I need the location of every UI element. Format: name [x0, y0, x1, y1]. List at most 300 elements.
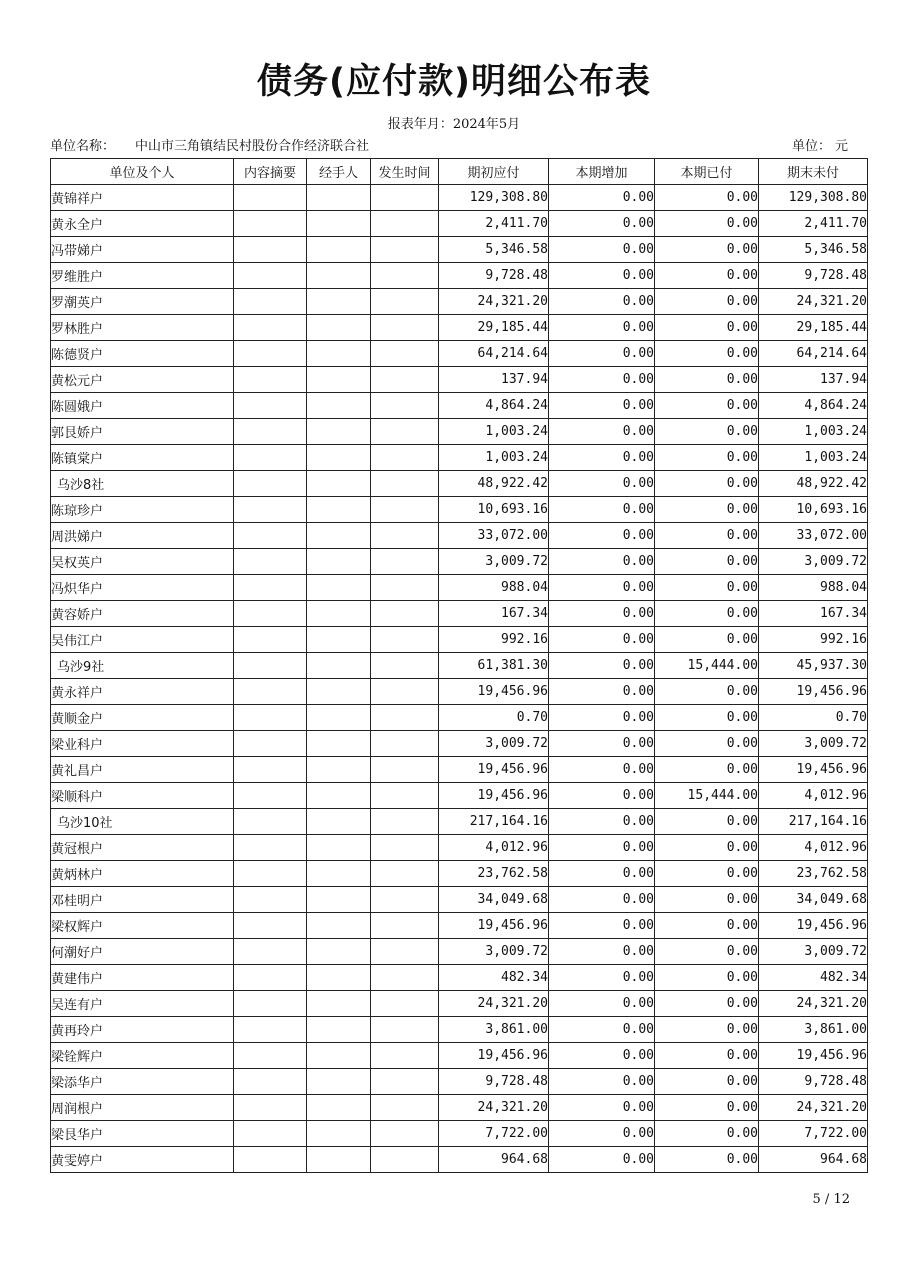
cell-handler: [307, 185, 371, 211]
cell-entity: 黄永祥户: [51, 679, 234, 705]
unit-name-label: 单位名称：: [50, 139, 116, 154]
cell-summary: [234, 185, 307, 211]
cell-summary: [234, 731, 307, 757]
cell-closing: 33,072.00: [759, 523, 868, 549]
cell-paid: 0.00: [655, 1069, 759, 1095]
cell-handler: [307, 1017, 371, 1043]
table-row: [51, 1121, 868, 1147]
cell-increase: 0.00: [549, 679, 655, 705]
cell-date: [371, 445, 439, 471]
table-row: [51, 601, 868, 627]
table-row: [51, 211, 868, 237]
table-row: [51, 887, 868, 913]
cell-increase: 0.00: [549, 1017, 655, 1043]
cell-entity: 梁顺科户: [51, 783, 234, 809]
cell-increase: 0.00: [549, 185, 655, 211]
table-row: [51, 289, 868, 315]
cell-entity: 周洪娣户: [51, 523, 234, 549]
cell-date: [371, 835, 439, 861]
cell-summary: [234, 211, 307, 237]
cell-increase: 0.00: [549, 393, 655, 419]
cell-increase: 0.00: [549, 939, 655, 965]
cell-handler: [307, 913, 371, 939]
table-row: [51, 679, 868, 705]
cell-summary: [234, 861, 307, 887]
cell-increase: 0.00: [549, 965, 655, 991]
cell-closing: 24,321.20: [759, 289, 868, 315]
page-title: 债务(应付款)明细公布表: [257, 62, 651, 102]
cell-paid: 0.00: [655, 185, 759, 211]
cell-opening: 3,009.72: [439, 939, 549, 965]
currency-unit: [792, 135, 848, 154]
cell-handler: [307, 237, 371, 263]
cell-date: [371, 1095, 439, 1121]
table-row: [51, 1095, 868, 1121]
table-row: [51, 1147, 868, 1173]
cell-closing: 29,185.44: [759, 315, 868, 341]
cell-handler: [307, 939, 371, 965]
cell-paid: 15,444.00: [655, 653, 759, 679]
cell-closing: 3,861.00: [759, 1017, 868, 1043]
cell-handler: [307, 523, 371, 549]
cell-entity: 陈镇棠户: [51, 445, 234, 471]
cell-date: [371, 393, 439, 419]
cell-date: [371, 887, 439, 913]
cell-opening: 10,693.16: [439, 497, 549, 523]
cell-date: [371, 913, 439, 939]
cell-handler: [307, 497, 371, 523]
cell-closing: 64,214.64: [759, 341, 868, 367]
debt-detail-table: [50, 158, 868, 1173]
cell-summary: [234, 263, 307, 289]
table-row: [51, 497, 868, 523]
cell-date: [371, 809, 439, 835]
cell-closing: 4,864.24: [759, 393, 868, 419]
header-entity: 单位及个人: [51, 159, 234, 185]
cell-paid: 0.00: [655, 237, 759, 263]
cell-closing: 24,321.20: [759, 991, 868, 1017]
cell-closing: 0.70: [759, 705, 868, 731]
header-summary: 内容摘要: [234, 159, 307, 185]
cell-opening: 4,012.96: [439, 835, 549, 861]
cell-summary: [234, 341, 307, 367]
cell-closing: 964.68: [759, 1147, 868, 1173]
cell-opening: 19,456.96: [439, 679, 549, 705]
cell-entity: 冯带娣户: [51, 237, 234, 263]
cell-opening: 19,456.96: [439, 757, 549, 783]
table-row: [51, 939, 868, 965]
cell-date: [371, 367, 439, 393]
cell-increase: 0.00: [549, 887, 655, 913]
cell-summary: [234, 913, 307, 939]
table-row: [51, 419, 868, 445]
cell-closing: 4,012.96: [759, 835, 868, 861]
cell-opening: 34,049.68: [439, 887, 549, 913]
table-body: [51, 185, 868, 1173]
cell-increase: 0.00: [549, 549, 655, 575]
cell-paid: 0.00: [655, 1017, 759, 1043]
cell-summary: [234, 835, 307, 861]
cell-handler: [307, 991, 371, 1017]
cell-summary: [234, 1017, 307, 1043]
cell-closing: 19,456.96: [759, 913, 868, 939]
table-row: [51, 627, 868, 653]
cell-increase: 0.00: [549, 471, 655, 497]
cell-opening: 129,308.80: [439, 185, 549, 211]
cell-opening: 1,003.24: [439, 419, 549, 445]
cell-date: [371, 315, 439, 341]
cell-opening: 167.34: [439, 601, 549, 627]
cell-closing: 137.94: [759, 367, 868, 393]
cell-paid: 0.00: [655, 913, 759, 939]
cell-handler: [307, 1095, 371, 1121]
cell-increase: 0.00: [549, 757, 655, 783]
header-paid: 本期已付: [655, 159, 759, 185]
cell-entity: 梁添华户: [51, 1069, 234, 1095]
table-row: [51, 237, 868, 263]
cell-summary: [234, 1095, 307, 1121]
cell-paid: 0.00: [655, 601, 759, 627]
cell-summary: [234, 887, 307, 913]
cell-closing: 34,049.68: [759, 887, 868, 913]
cell-opening: 4,864.24: [439, 393, 549, 419]
cell-summary: [234, 991, 307, 1017]
cell-closing: 7,722.00: [759, 1121, 868, 1147]
cell-handler: [307, 705, 371, 731]
cell-opening: 2,411.70: [439, 211, 549, 237]
cell-date: [371, 1147, 439, 1173]
cell-entity: 黄炳林户: [51, 861, 234, 887]
table-row: [51, 731, 868, 757]
cell-handler: [307, 1069, 371, 1095]
cell-entity: 陈圆娥户: [51, 393, 234, 419]
cell-closing: 217,164.16: [759, 809, 868, 835]
table-row: [51, 1043, 868, 1069]
cell-closing: 992.16: [759, 627, 868, 653]
cell-paid: 0.00: [655, 419, 759, 445]
cell-paid: 0.00: [655, 263, 759, 289]
header-date: 发生时间: [371, 159, 439, 185]
cell-increase: 0.00: [549, 575, 655, 601]
cell-increase: 0.00: [549, 809, 655, 835]
cell-summary: [234, 445, 307, 471]
cell-increase: 0.00: [549, 419, 655, 445]
cell-increase: 0.00: [549, 497, 655, 523]
cell-closing: 3,009.72: [759, 549, 868, 575]
cell-handler: [307, 289, 371, 315]
table-row: [51, 315, 868, 341]
cell-entity: 黄锦祥户: [51, 185, 234, 211]
cell-summary: [234, 705, 307, 731]
cell-handler: [307, 627, 371, 653]
cell-summary: [234, 653, 307, 679]
cell-date: [371, 185, 439, 211]
cell-entity: 黄再玲户: [51, 1017, 234, 1043]
cell-opening: 5,346.58: [439, 237, 549, 263]
cell-increase: 0.00: [549, 627, 655, 653]
cell-date: [371, 705, 439, 731]
page-number: 5 / 12: [812, 1192, 850, 1207]
cell-opening: 0.70: [439, 705, 549, 731]
table-row: [51, 705, 868, 731]
cell-increase: 0.00: [549, 913, 655, 939]
cell-opening: 48,922.42: [439, 471, 549, 497]
cell-summary: [234, 679, 307, 705]
cell-increase: 0.00: [549, 1069, 655, 1095]
cell-date: [371, 601, 439, 627]
cell-closing: 3,009.72: [759, 939, 868, 965]
cell-handler: [307, 315, 371, 341]
cell-closing: 2,411.70: [759, 211, 868, 237]
cell-increase: 0.00: [549, 341, 655, 367]
cell-summary: [234, 497, 307, 523]
cell-closing: 482.34: [759, 965, 868, 991]
cell-summary: [234, 757, 307, 783]
cell-paid: 0.00: [655, 627, 759, 653]
cell-increase: 0.00: [549, 1147, 655, 1173]
cell-closing: 19,456.96: [759, 679, 868, 705]
cell-handler: [307, 601, 371, 627]
cell-date: [371, 471, 439, 497]
cell-date: [371, 783, 439, 809]
table-header-row: [51, 159, 868, 185]
cell-increase: 0.00: [549, 315, 655, 341]
cell-summary: [234, 471, 307, 497]
cell-handler: [307, 653, 371, 679]
cell-paid: 0.00: [655, 1095, 759, 1121]
cell-date: [371, 575, 439, 601]
cell-closing: 19,456.96: [759, 1043, 868, 1069]
currency-label: 单位：: [791, 139, 831, 154]
cell-entity: 黄冠根户: [51, 835, 234, 861]
cell-increase: 0.00: [549, 237, 655, 263]
cell-handler: [307, 679, 371, 705]
cell-entity: 梁铨辉户: [51, 1043, 234, 1069]
cell-entity: 黄容娇户: [51, 601, 234, 627]
cell-entity: 陈德贤户: [51, 341, 234, 367]
cell-increase: 0.00: [549, 289, 655, 315]
cell-opening: 33,072.00: [439, 523, 549, 549]
table-row: [51, 835, 868, 861]
cell-opening: 992.16: [439, 627, 549, 653]
cell-closing: 129,308.80: [759, 185, 868, 211]
cell-closing: 23,762.58: [759, 861, 868, 887]
table-row: [51, 523, 868, 549]
cell-summary: [234, 549, 307, 575]
cell-entity: 陈琼珍户: [51, 497, 234, 523]
cell-closing: 24,321.20: [759, 1095, 868, 1121]
cell-handler: [307, 367, 371, 393]
cell-entity: 黄松元户: [51, 367, 234, 393]
cell-opening: 3,861.00: [439, 1017, 549, 1043]
cell-closing: 5,346.58: [759, 237, 868, 263]
cell-opening: 1,003.24: [439, 445, 549, 471]
cell-entity: 乌沙10社: [51, 809, 234, 835]
cell-opening: 29,185.44: [439, 315, 549, 341]
cell-opening: 61,381.30: [439, 653, 549, 679]
cell-handler: [307, 1147, 371, 1173]
cell-entity: 黄建伟户: [51, 965, 234, 991]
cell-paid: 0.00: [655, 289, 759, 315]
cell-summary: [234, 809, 307, 835]
cell-date: [371, 757, 439, 783]
cell-entity: 罗潮英户: [51, 289, 234, 315]
cell-entity: 吴权英户: [51, 549, 234, 575]
table-row: [51, 653, 868, 679]
cell-closing: 48,922.42: [759, 471, 868, 497]
cell-date: [371, 965, 439, 991]
cell-paid: 0.00: [655, 991, 759, 1017]
cell-opening: 24,321.20: [439, 289, 549, 315]
table-row: [51, 575, 868, 601]
cell-summary: [234, 315, 307, 341]
cell-increase: 0.00: [549, 263, 655, 289]
cell-entity: 黄礼昌户: [51, 757, 234, 783]
cell-entity: 吴连有户: [51, 991, 234, 1017]
cell-increase: 0.00: [549, 705, 655, 731]
unit-name-line: [50, 135, 369, 154]
cell-summary: [234, 367, 307, 393]
currency-value: 元: [834, 139, 848, 154]
cell-opening: 482.34: [439, 965, 549, 991]
cell-date: [371, 1043, 439, 1069]
table-row: [51, 809, 868, 835]
cell-paid: 0.00: [655, 367, 759, 393]
cell-opening: 3,009.72: [439, 549, 549, 575]
table-row: [51, 471, 868, 497]
table-row: [51, 263, 868, 289]
table-row: [51, 757, 868, 783]
cell-handler: [307, 445, 371, 471]
cell-paid: 0.00: [655, 757, 759, 783]
cell-handler: [307, 835, 371, 861]
table-row: [51, 367, 868, 393]
cell-date: [371, 1069, 439, 1095]
cell-handler: [307, 965, 371, 991]
cell-date: [371, 991, 439, 1017]
cell-increase: 0.00: [549, 783, 655, 809]
cell-opening: 9,728.48: [439, 263, 549, 289]
cell-paid: 0.00: [655, 965, 759, 991]
cell-date: [371, 523, 439, 549]
header-opening: 期初应付: [439, 159, 549, 185]
cell-increase: 0.00: [549, 367, 655, 393]
cell-handler: [307, 575, 371, 601]
cell-entity: 梁业科户: [51, 731, 234, 757]
cell-handler: [307, 419, 371, 445]
cell-opening: 9,728.48: [439, 1069, 549, 1095]
table-row: [51, 965, 868, 991]
cell-opening: 19,456.96: [439, 913, 549, 939]
cell-paid: 0.00: [655, 315, 759, 341]
table-row: [51, 341, 868, 367]
cell-handler: [307, 549, 371, 575]
cell-entity: 黄永全户: [51, 211, 234, 237]
cell-handler: [307, 731, 371, 757]
cell-closing: 167.34: [759, 601, 868, 627]
cell-increase: 0.00: [549, 601, 655, 627]
cell-summary: [234, 627, 307, 653]
cell-paid: 0.00: [655, 445, 759, 471]
cell-entity: 郭艮娇户: [51, 419, 234, 445]
cell-opening: 137.94: [439, 367, 549, 393]
table-row: [51, 1069, 868, 1095]
cell-paid: 0.00: [655, 549, 759, 575]
cell-opening: 217,164.16: [439, 809, 549, 835]
cell-handler: [307, 211, 371, 237]
cell-handler: [307, 393, 371, 419]
cell-summary: [234, 237, 307, 263]
cell-paid: 0.00: [655, 835, 759, 861]
cell-opening: 3,009.72: [439, 731, 549, 757]
cell-date: [371, 861, 439, 887]
cell-entity: 黄顺金户: [51, 705, 234, 731]
cell-paid: 0.00: [655, 861, 759, 887]
cell-summary: [234, 419, 307, 445]
cell-increase: 0.00: [549, 1095, 655, 1121]
cell-entity: 黄雯婷户: [51, 1147, 234, 1173]
cell-date: [371, 263, 439, 289]
cell-entity: 罗维胜户: [51, 263, 234, 289]
table-row: [51, 549, 868, 575]
cell-paid: 0.00: [655, 393, 759, 419]
cell-paid: 0.00: [655, 1043, 759, 1069]
cell-entity: 何潮好户: [51, 939, 234, 965]
cell-date: [371, 1121, 439, 1147]
cell-closing: 1,003.24: [759, 419, 868, 445]
cell-entity: 乌沙8社: [51, 471, 234, 497]
cell-closing: 3,009.72: [759, 731, 868, 757]
cell-paid: 0.00: [655, 523, 759, 549]
cell-paid: 0.00: [655, 497, 759, 523]
unit-name-value: 中山市三角镇结民村股份合作经济联合社: [135, 139, 370, 154]
cell-date: [371, 731, 439, 757]
cell-paid: 0.00: [655, 809, 759, 835]
cell-date: [371, 939, 439, 965]
cell-handler: [307, 1121, 371, 1147]
header-closing: 期末未付: [759, 159, 868, 185]
cell-handler: [307, 1043, 371, 1069]
cell-closing: 9,728.48: [759, 1069, 868, 1095]
table-row: [51, 991, 868, 1017]
header-handler: 经手人: [307, 159, 371, 185]
cell-increase: 0.00: [549, 1043, 655, 1069]
cell-date: [371, 549, 439, 575]
cell-closing: 10,693.16: [759, 497, 868, 523]
cell-summary: [234, 783, 307, 809]
cell-date: [371, 419, 439, 445]
cell-summary: [234, 965, 307, 991]
cell-increase: 0.00: [549, 991, 655, 1017]
cell-paid: 0.00: [655, 679, 759, 705]
cell-summary: [234, 575, 307, 601]
cell-increase: 0.00: [549, 731, 655, 757]
cell-handler: [307, 809, 371, 835]
cell-opening: 23,762.58: [439, 861, 549, 887]
cell-summary: [234, 1121, 307, 1147]
cell-date: [371, 237, 439, 263]
table-row: [51, 393, 868, 419]
cell-closing: 45,937.30: [759, 653, 868, 679]
cell-paid: 0.00: [655, 705, 759, 731]
cell-opening: 64,214.64: [439, 341, 549, 367]
cell-increase: 0.00: [549, 653, 655, 679]
table-row: [51, 783, 868, 809]
cell-increase: 0.00: [549, 861, 655, 887]
cell-summary: [234, 1147, 307, 1173]
cell-summary: [234, 393, 307, 419]
cell-handler: [307, 887, 371, 913]
